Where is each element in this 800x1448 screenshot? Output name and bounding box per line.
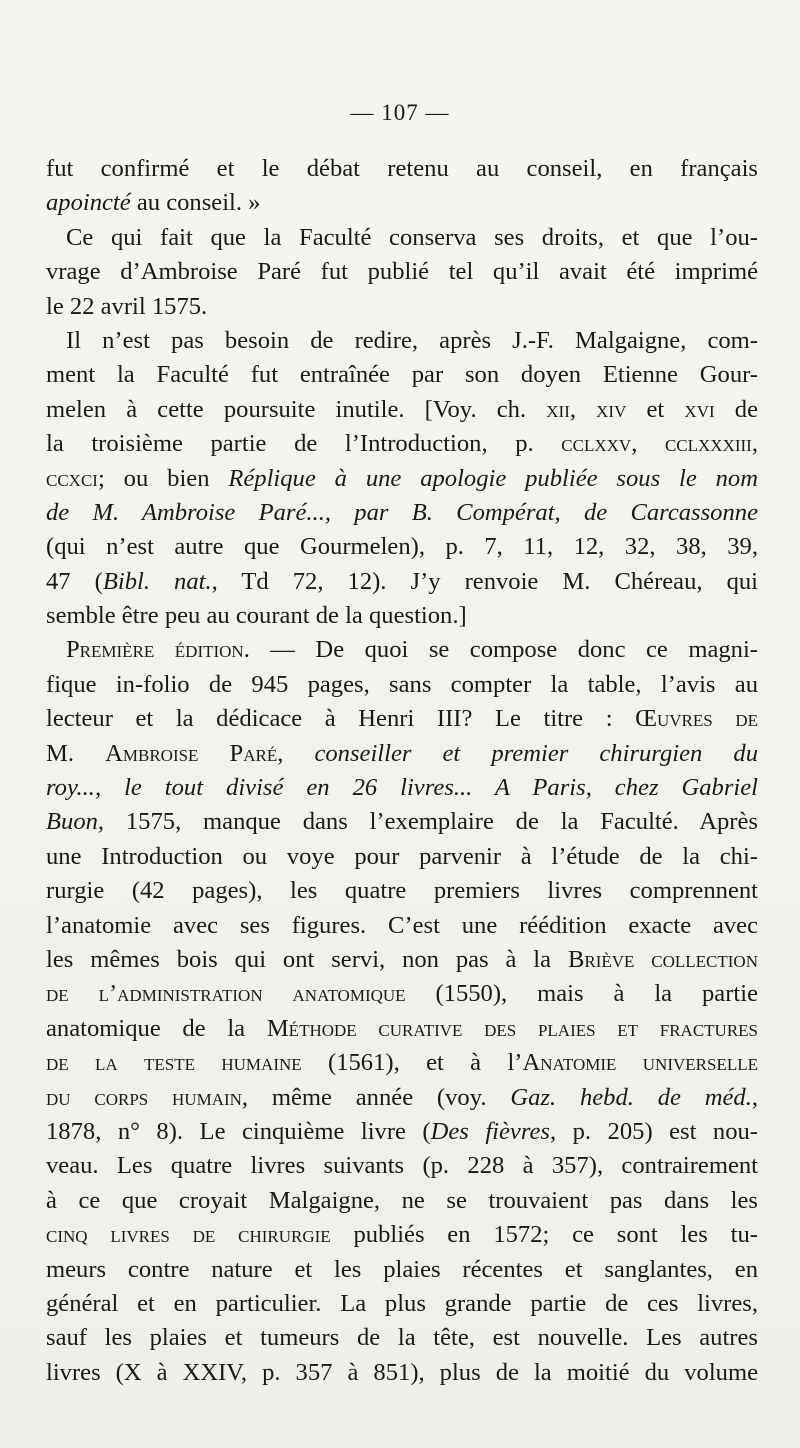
small-caps-text: de la teste humaine: [46, 1049, 302, 1077]
italic-text: de M. Ambroise Paré..., par B. Compérat, de Carcassonne: [46, 498, 758, 526]
text-line: [46, 737, 758, 771]
text-segment: . — De quoi se compose donc ce magni-: [243, 636, 758, 664]
text-line: [46, 633, 758, 667]
italic-text: Réplique à une apologie publiée sous le nom: [228, 464, 758, 492]
text-segment: une Introduction ou voye pour parvenir à l’étude de la chi-: [46, 842, 758, 870]
text-line: [46, 771, 758, 805]
text-line: [46, 427, 758, 461]
small-caps-text: Ambroise Paré: [105, 739, 278, 767]
italic-text: conseiller et premier chirurgien du: [314, 739, 758, 767]
italic-text: Des fièvres: [430, 1117, 550, 1145]
small-caps-text: ccxci: [46, 464, 98, 492]
text-segment: semble être peu au courant de la question.]: [46, 602, 467, 630]
text-segment: le 22 avril 1575.: [46, 292, 208, 320]
text-segment: anatomique de la: [46, 1014, 267, 1042]
small-caps-text: Anatomie universelle: [522, 1049, 758, 1077]
text-line: [46, 1356, 758, 1390]
text-line: [46, 1081, 758, 1115]
text-segment: livres (X à XXIV, p. 357 à 851), plus de la moitié du volume: [46, 1358, 758, 1386]
text-segment: melen à cette poursuite inutile. [Voy. ch.: [46, 395, 547, 423]
text-segment: 1878, n° 8). Le cinquième livre (: [46, 1117, 431, 1145]
text-segment: Ce qui fait que la Faculté conserva ses droits, et que l’ou-: [66, 223, 758, 251]
text-line: [46, 1012, 758, 1046]
text-segment: (1561), et à l’: [301, 1049, 523, 1077]
text-segment: (1550), mais à la partie: [405, 980, 758, 1008]
text-line: [46, 943, 758, 977]
small-caps-text: Première édition: [66, 636, 244, 664]
text-line: [46, 152, 758, 186]
text-segment: ,: [631, 430, 665, 458]
text-line: [46, 290, 758, 324]
small-caps-text: cclxxxiii: [664, 430, 752, 458]
text-segment: sauf les plaies et tumeurs de la tête, est nouvelle. Les autres: [46, 1324, 758, 1352]
text-line: [46, 462, 758, 496]
text-segment: et: [626, 395, 685, 423]
text-segment: fut confirmé et le débat retenu au conseil, en français: [46, 155, 758, 182]
small-caps-text: xiv: [596, 395, 627, 423]
text-segment: ,: [277, 739, 315, 767]
text-segment: meurs contre nature et les plaies récentes et sanglantes, en: [46, 1255, 758, 1283]
text-segment: la troisième partie de l’Introduction, p.: [46, 430, 562, 458]
text-segment: publiés en 1572; ce sont les tu-: [330, 1221, 758, 1249]
italic-text: Bibl. nat.: [102, 567, 212, 595]
text-segment: à ce que croyait Malgaigne, ne se trouvaient pas dans les: [46, 1186, 758, 1214]
text-segment: , même année (voy.: [241, 1083, 511, 1111]
text-segment: lecteur et la dédicace à Henri III? Le titre :: [46, 705, 636, 733]
text-segment: ,: [751, 1083, 758, 1111]
text-segment: ment la Faculté fut entraînée par son doyen Etienne Gour-: [46, 361, 758, 389]
text-line: [46, 668, 758, 702]
text-segment: Il n’est pas besoin de redire, après J.-F. Malgaigne, com-: [66, 326, 758, 354]
text-line: [46, 324, 758, 358]
text-segment: , Td 72, 12). J’y renvoie M. Chéreau, qui: [211, 567, 758, 595]
text-segment: M.: [46, 739, 106, 767]
text-line: [46, 805, 758, 839]
text-line: [46, 565, 758, 599]
small-caps-text: xvi: [684, 395, 715, 423]
text-segment: , p. 205) est nou-: [550, 1117, 758, 1145]
text-line: [46, 358, 758, 392]
italic-text: apoincté: [46, 189, 131, 217]
small-caps-text: de l’administration anatomique: [46, 980, 406, 1008]
text-segment: ,: [751, 430, 758, 458]
text-segment: 47 (: [46, 567, 103, 595]
text-line: [46, 702, 758, 736]
italic-text: roy..., le tout divisé en 26 livres... A Paris, chez Gabriel: [46, 774, 758, 802]
text-segment: vrage d’Ambroise Paré fut publié tel qu’il avait été imprimé: [46, 258, 758, 286]
text-line: [46, 496, 758, 530]
small-caps-text: Méthode curative des plaies et fractures: [266, 1014, 758, 1042]
small-caps-text: Œuvres de: [635, 705, 758, 733]
text-segment: fique in-folio de 945 pages, sans compter la table, l’avis au: [46, 670, 758, 698]
text-line: [46, 1184, 758, 1218]
italic-text: Gaz. hebd. de méd.: [510, 1083, 752, 1111]
text-segment: général et en particulier. La plus grande partie de ces livres,: [46, 1289, 758, 1317]
text-line: [46, 840, 758, 874]
text-line: [46, 530, 758, 564]
text-segment: au conseil. »: [130, 189, 261, 217]
small-caps-text: Briève collection: [567, 945, 758, 973]
text-line: [46, 393, 758, 427]
text-line: [46, 1149, 758, 1183]
text-segment: ; ou bien: [97, 464, 229, 492]
text-line: [46, 977, 758, 1011]
text-line: [46, 1115, 758, 1149]
body-text: [46, 152, 758, 1390]
small-caps-text: xii: [546, 395, 570, 423]
text-segment: rurgie (42 pages), les quatre premiers livres comprennent: [46, 877, 758, 905]
text-line: [46, 1046, 758, 1080]
text-segment: l’anatomie avec ses figures. C’est une réédition exacte avec: [46, 911, 758, 939]
text-line: [46, 909, 758, 943]
text-line: [46, 1321, 758, 1355]
text-line: [46, 1253, 758, 1287]
small-caps-text: du corps humain: [46, 1083, 242, 1111]
page-number: — 107 —: [350, 100, 450, 125]
text-line: [46, 221, 758, 255]
text-line: [46, 1287, 758, 1321]
text-line: [46, 1218, 758, 1252]
text-line: [46, 255, 758, 289]
text-line: [46, 599, 758, 633]
text-segment: de: [714, 395, 758, 423]
small-caps-text: cinq livres de chirurgie: [46, 1221, 331, 1249]
text-line: [46, 186, 758, 220]
text-segment: veau. Les quatre livres suivants (p. 228 à 357), contrairement: [46, 1152, 758, 1180]
text-segment: ,: [569, 395, 597, 423]
text-line: [46, 874, 758, 908]
text-segment: 1575, manque dans l’exemplaire de la Faculté. Après: [104, 808, 758, 836]
small-caps-text: cclxxv: [561, 430, 632, 458]
italic-text: Buon,: [46, 808, 105, 836]
text-segment: les mêmes bois qui ont servi, non pas à la: [46, 945, 568, 973]
text-segment: (qui n’est autre que Gourmelen), p. 7, 11, 12, 32, 38, 39,: [46, 533, 758, 561]
